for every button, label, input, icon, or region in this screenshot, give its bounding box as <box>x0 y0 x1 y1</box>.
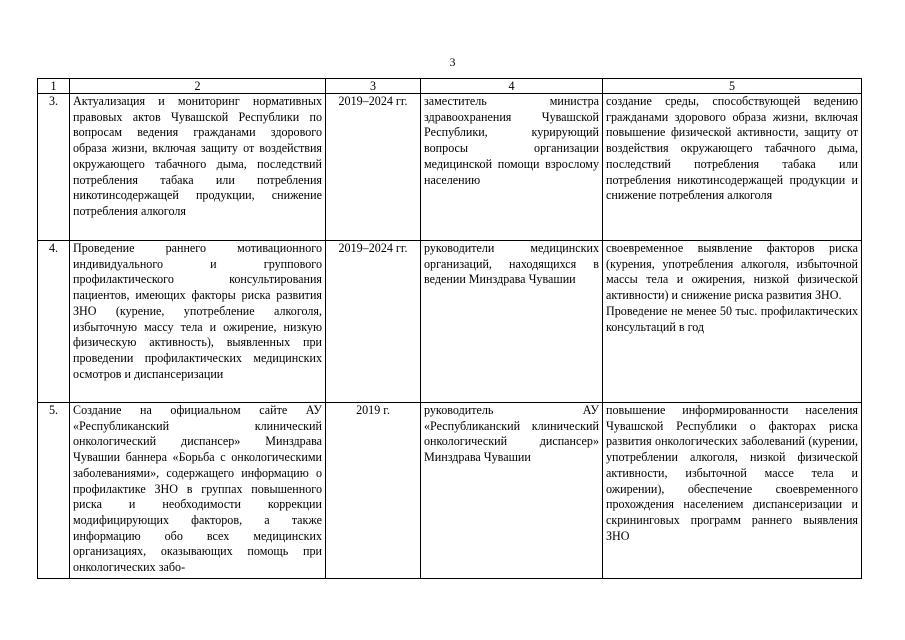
row-responsible: руководители медицинских организаций, находящихся в ведении Минздрава Чувашии <box>421 241 603 403</box>
row-number: 3. <box>38 94 70 241</box>
header-cell-4: 4 <box>421 79 603 94</box>
header-cell-5: 5 <box>603 79 862 94</box>
row-number: 5. <box>38 403 70 579</box>
table-row <box>38 403 862 579</box>
row-result-main: своевременное выявление факторов риска (курения, употребления алкоголя, избыточной массы тела и ожирения, низкой физической активности) и снижение риска развития ЗНО. <box>606 241 858 303</box>
row-result: создание среды, способствующей ведению гражданами здорового образа жизни, включая повышение физической активности, защиту от воздействия окружающего табачного дыма, последствий потребления табака или потребления никотинсодержащей продукции и снижение потребления алкоголя <box>603 94 862 241</box>
header-cell-3: 3 <box>326 79 421 94</box>
row-period: 2019–2024 гг. <box>326 241 421 403</box>
table-row <box>38 94 862 241</box>
row-action: Проведение раннего мотивационного индивидуального и группового профилактического консультирования пациентов, имеющих факторы риска развития ЗНО (курение, употребление алкоголя, избыточную массу тела и ожирение, низкую физическую активность), выявленных при проведении профилактических медицинских осмотров и диспансеризации <box>70 241 326 403</box>
row-number: 4. <box>38 241 70 403</box>
row-period: 2019 г. <box>326 403 421 579</box>
row-period: 2019–2024 гг. <box>326 94 421 241</box>
row-action: Создание на официальном сайте АУ «Республиканский клинический онкологический диспансер» Минздрава Чувашии баннера «Борьба с онкологическими заболеваниями», содержащего информацию о профилактике ЗНО в группах повышенного риска и необходимости коррекции модифицирующих факторов, а также информацию обо всех медицинских организациях, оказывающих помощь при онкологических забо- <box>70 403 326 579</box>
row-result-extra: Проведение не менее 50 тыс. профилактических консультаций в год <box>606 303 858 334</box>
header-cell-1: 1 <box>38 79 70 94</box>
header-cell-2: 2 <box>70 79 326 94</box>
row-result: повышение информированности населения Чувашской Республики о факторах риска развития онкологических заболеваний (курении, употреблении алкоголя, низкой физической активности, избыточной массе тела и ожирении), обеспечение своевременного прохождения населением диспансеризации и скрининговых программ раннего выявления ЗНО <box>603 403 862 579</box>
row-responsible: заместитель министра здравоохранения Чувашской Республики, курирующий вопросы организации медицинской помощи взрослому населению <box>421 94 603 241</box>
row-result <box>603 241 862 403</box>
row-responsible: руководитель АУ «Республиканский клинический онкологический диспансер» Минздрава Чувашии <box>421 403 603 579</box>
table-header-row <box>38 79 862 94</box>
page-number: 3 <box>449 55 456 69</box>
table-row <box>38 241 862 403</box>
row-action: Актуализация и мониторинг нормативных правовых актов Чувашской Республики по вопросам ведения гражданами здорового образа жизни, включая защиту от воздействия окружающего табачного дыма, последствий потребления табака или потребления никотинсодержащей продукции, снижение потребления алкоголя <box>70 94 326 241</box>
measures-table <box>37 78 862 579</box>
